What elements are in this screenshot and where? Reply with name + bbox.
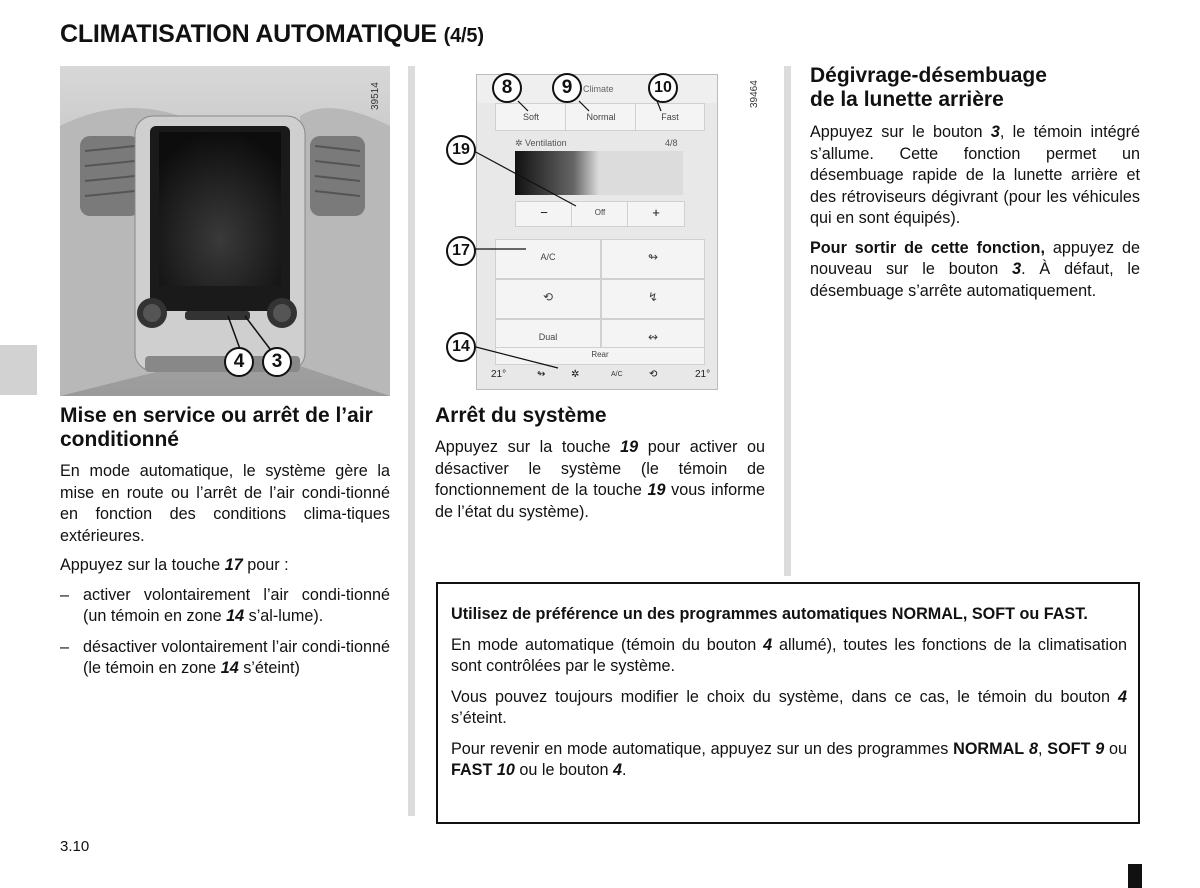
reference-number: 17 [224, 556, 243, 574]
paragraph [451, 687, 1127, 730]
ac-indicator: A/C [611, 371, 623, 378]
fan-icon: ✲ [515, 138, 526, 148]
page-number: 3.10 [60, 838, 90, 855]
fan-plus-button[interactable]: + [627, 201, 685, 227]
callout-lines [436, 66, 766, 396]
section-heading: Arrêt du système [435, 404, 607, 427]
note-box [436, 582, 1140, 824]
list-item [60, 585, 390, 628]
section-air-conditioning [60, 404, 390, 689]
temp-left: 21° [491, 369, 507, 380]
heading-line: de la lunette arrière [810, 88, 1004, 111]
section-heading [810, 64, 1140, 112]
reference-number: 10 [496, 761, 515, 779]
column-divider [408, 66, 415, 816]
mode-fast-button[interactable]: Fast [635, 103, 705, 131]
fan-icon: ✲ [571, 369, 580, 380]
bold-text: Pour sortir de cette fonction, [810, 238, 1045, 257]
figure-number: 39514 [370, 82, 381, 110]
ventilation-value: 4/8 [665, 138, 678, 148]
fan-minus-button[interactable]: − [515, 201, 573, 227]
text: appuyez de nouveau sur le bouton [810, 238, 1140, 278]
text: , le témoin intégré s’allume. Cette fonction permet un désembuage rapide de la lunette arrière et des rétroviseurs dégivrant (pour les véhicules qui en sont équipés). [810, 123, 1140, 227]
ventilation-label-text: Ventilation [525, 138, 567, 148]
text: vous informe de l’état du système). [435, 481, 765, 521]
text: s’al-lume). [244, 607, 324, 625]
fan-off-button[interactable]: Off [571, 201, 629, 227]
text: activer volontairement l’air condi-tionné (un témoin en zone [83, 585, 390, 625]
callout-8: 8 [492, 73, 522, 103]
airflow-face-icon: ↬ [647, 250, 659, 264]
airflow-windshield-icon: ↭ [647, 330, 659, 344]
text: Vous pouvez toujours modifier le choix du système, dans ce cas, le témoin du bouton [451, 687, 1118, 706]
text: Pour revenir en mode automatique, appuyez sur un des programmes [451, 739, 954, 758]
text: Appuyez sur la touche [435, 438, 621, 456]
figure-number: 39464 [749, 80, 760, 108]
callout-3: 3 [262, 347, 292, 377]
dashboard-figure [60, 66, 390, 396]
reference-number: 3 [1012, 260, 1022, 278]
callout-9: 9 [552, 73, 582, 103]
text: s’éteint. [451, 709, 507, 727]
temp-right: 21° [695, 369, 711, 380]
reference-number: 9 [1095, 739, 1105, 758]
airflow-icon: ↬ [537, 369, 546, 380]
callout-17: 17 [446, 236, 476, 266]
text: allumé), toutes les fonctions de la climatisation sont contrôlées par le système. [451, 635, 1127, 675]
bold-text: SOFT [1047, 739, 1091, 758]
note-content [451, 604, 1127, 791]
text: . [622, 761, 627, 779]
reference-number: 14 [226, 607, 245, 625]
text: Appuyez sur le bouton [810, 123, 991, 141]
section-rear-defrost [810, 64, 1140, 310]
recirculation-icon: ⟲ [649, 369, 658, 380]
recirculation-icon: ⟲ [542, 290, 554, 304]
text: pour : [242, 556, 289, 574]
bold-text: NORMAL [953, 739, 1025, 758]
reference-number: 4 [763, 635, 773, 654]
dashboard-illustration [60, 66, 390, 396]
reference-number: 8 [1028, 739, 1038, 758]
mode-soft-button[interactable]: Soft [495, 103, 567, 131]
corner-mark [1128, 864, 1142, 888]
page-title-text: CLIMATISATION AUTOMATIQUE [60, 20, 437, 48]
note-bold-line: Utilisez de préférence un des programmes automatiques NORMAL, SOFT ou FAST. [451, 605, 1088, 623]
text: ou [1104, 739, 1128, 758]
text: En mode automatique (témoin du bouton [451, 635, 764, 654]
text: . À défaut, le désembuage s’arrête automatiquement. [810, 260, 1141, 300]
paragraph [810, 238, 1140, 303]
text: s’éteint) [238, 659, 300, 677]
page-title [60, 20, 484, 49]
callout-14: 14 [446, 332, 476, 362]
dual-button[interactable]: Dual [495, 319, 601, 359]
text: , [1037, 739, 1043, 758]
list-dash: – [60, 585, 70, 604]
bold-text: FAST [451, 761, 493, 779]
reference-number: 3 [990, 123, 1000, 141]
reference-number: 19 [647, 481, 666, 499]
ac-button[interactable]: A/C [495, 239, 601, 279]
chapter-tab [0, 345, 37, 395]
text: pour activer ou désactiver le système (le témoin de fonctionnement de la touche [435, 438, 765, 499]
paragraph [451, 739, 1127, 782]
text: désactiver volontairement l’air condi-tionné (le témoin en zone [83, 637, 390, 677]
page-title-suffix: (4/5) [443, 25, 484, 47]
column-divider [784, 66, 791, 576]
rear-button[interactable]: Rear [495, 347, 705, 365]
list-item [60, 637, 390, 680]
airflow-feet-icon: ↯ [647, 290, 659, 304]
callout-4: 4 [224, 347, 254, 377]
reference-number: 4 [1117, 687, 1127, 706]
list-dash: – [60, 637, 70, 656]
callout-19: 19 [446, 135, 476, 165]
paragraph [451, 635, 1127, 678]
mode-normal-button[interactable]: Normal [565, 103, 637, 131]
screen-header-text: Climate [583, 84, 614, 94]
paragraph [60, 555, 390, 577]
reference-number: 19 [620, 438, 639, 456]
paragraph: En mode automatique, le système gère la mise en route ou l’arrêt de l’air condi-tionné en fonction des conditions clima-tiques extérieures. [60, 462, 390, 545]
text: Appuyez sur la touche [60, 556, 225, 574]
text: ou le bouton [514, 761, 613, 779]
heading-line: Dégivrage-désembuage [810, 64, 1047, 87]
section-system-stop [435, 404, 765, 531]
paragraph [810, 122, 1140, 230]
reference-number: 14 [220, 659, 239, 677]
section-heading: Mise en service ou arrêt de l’air conditionné [60, 404, 373, 451]
reference-number: 4 [613, 761, 623, 779]
callout-10: 10 [648, 73, 678, 103]
paragraph [435, 437, 765, 523]
